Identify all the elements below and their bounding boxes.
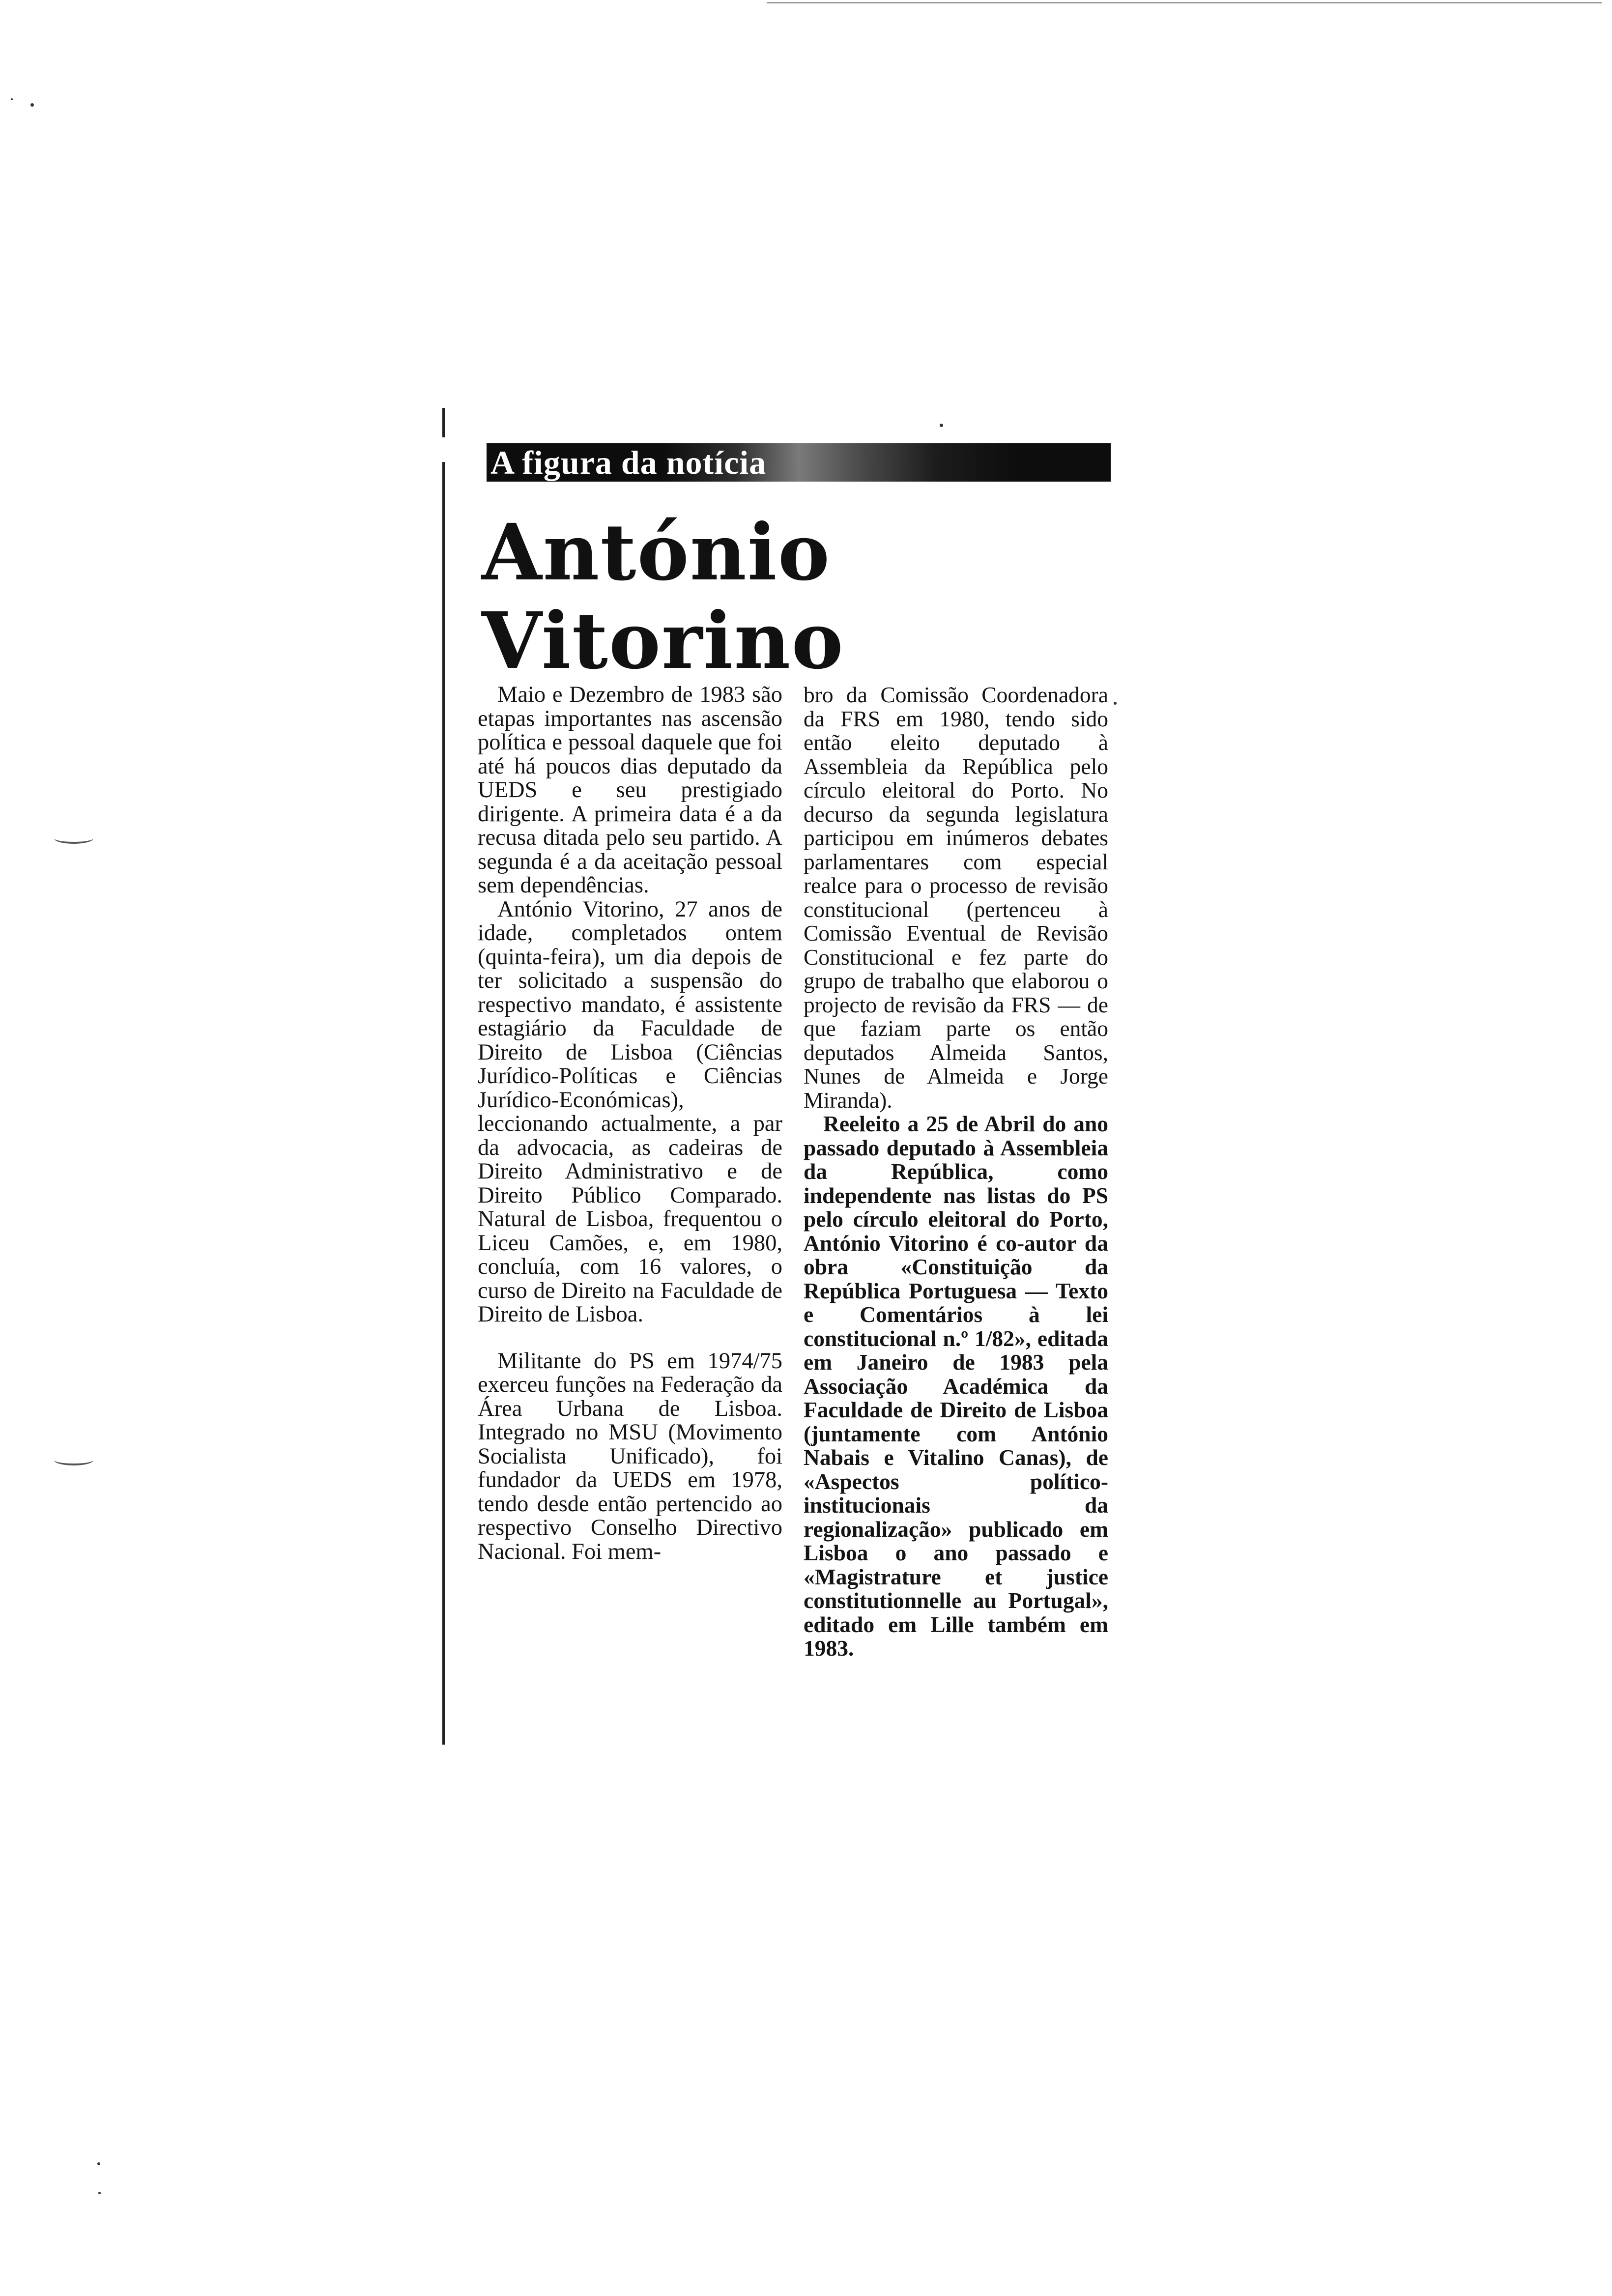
binder-hole-mark xyxy=(54,1455,93,1465)
article-column-right xyxy=(804,683,1108,1661)
scan-speck xyxy=(97,2162,100,2165)
paragraph: Militante do PS em 1974/75 exerceu funções na Federação da Área Urbana de Lisboa. Integrado no MSU (Movimento Socialista Unificado), foi fundador da UEDS em 1978, tendo desde então pertencido ao respectivo Conselho Directivo Nacional. Foi mem- xyxy=(478,1348,782,1564)
scan-speck xyxy=(98,2192,101,2194)
rule-gap xyxy=(441,437,446,462)
binder-hole-mark xyxy=(54,833,93,844)
scan-edge-line xyxy=(767,2,1602,3)
clipping-left-rule xyxy=(442,408,445,1745)
paragraph: António Vitorino, 27 anos de idade, completados ontem (quinta-feira), um dia depois de ter solicitado a suspensão do respectivo mandato, é assistente estagiário da Faculdade de Direito de Lisboa (Ciências Jurídico-Políticas e Ciências Jurídico-Económicas), leccionando actualmente, a par da advocacia, as cadeiras de Direito Administrativo e de Direito Público Comparado. Natural de Lisboa, frequentou o Liceu Camões, e, em 1980, concluía, com 16 valores, o curso de Direito na Faculdade de Direito de Lisboa. xyxy=(478,896,782,1327)
scan-speck xyxy=(11,98,13,100)
scan-speck xyxy=(30,103,34,107)
article-headline xyxy=(482,509,973,686)
paragraph: bro da Comissão Coordenadora da FRS em 1980, tendo sido então eleito deputado à Assembleia da República pelo círculo eleitoral do Porto. No decurso da segunda legislatura participou em inúmeros debates parlamentares com especial realce para o processo de revisão constitucional (pertenceu à Comissão Eventual de Revisão Constitucional e fez parte do grupo de trabalho que elaborou o projecto de revisão da FRS — de que faziam parte os então deputados Almeida Santos, Nunes de Almeida e Jorge Miranda). xyxy=(804,682,1108,1113)
section-banner-label: A figura da notícia xyxy=(490,443,767,481)
paragraph: Maio e Dezembro de 1983 são etapas importantes nas ascensão política e pessoal daquele que foi até há poucos dias deputado da UEDS e seu prestigiado dirigente. A primeira data é a da recusa ditada pelo seu partido. A segunda é a da aceitação pessoal sem dependências. xyxy=(478,682,782,898)
newspaper-clipping xyxy=(460,408,1118,1745)
headline-line-2: Vitorino xyxy=(482,596,844,687)
article-column-left xyxy=(478,683,782,1564)
section-banner xyxy=(487,443,1111,482)
paragraph: Reeleito a 25 de Abril do ano passado deputado à Assembleia da República, como independente nas listas do PS pelo círculo eleitoral do Porto, António Vitorino é co-autor da obra «Constituição da República Portuguesa — Texto e Comentários à lei constitucional n.º 1/82», editada em Janeiro de 1983 pela Associação Académica da Faculdade de Direito de Lisboa (juntamente com António Nabais e Vitalino Canas), de «Aspectos político-institucionais da regionalização» publicado em Lisboa o ano passado e «Magistrature et justice constitutionnelle au Portugal», editado em Lille também em 1983. xyxy=(804,1111,1108,1661)
headline-line-1: António xyxy=(482,507,831,598)
